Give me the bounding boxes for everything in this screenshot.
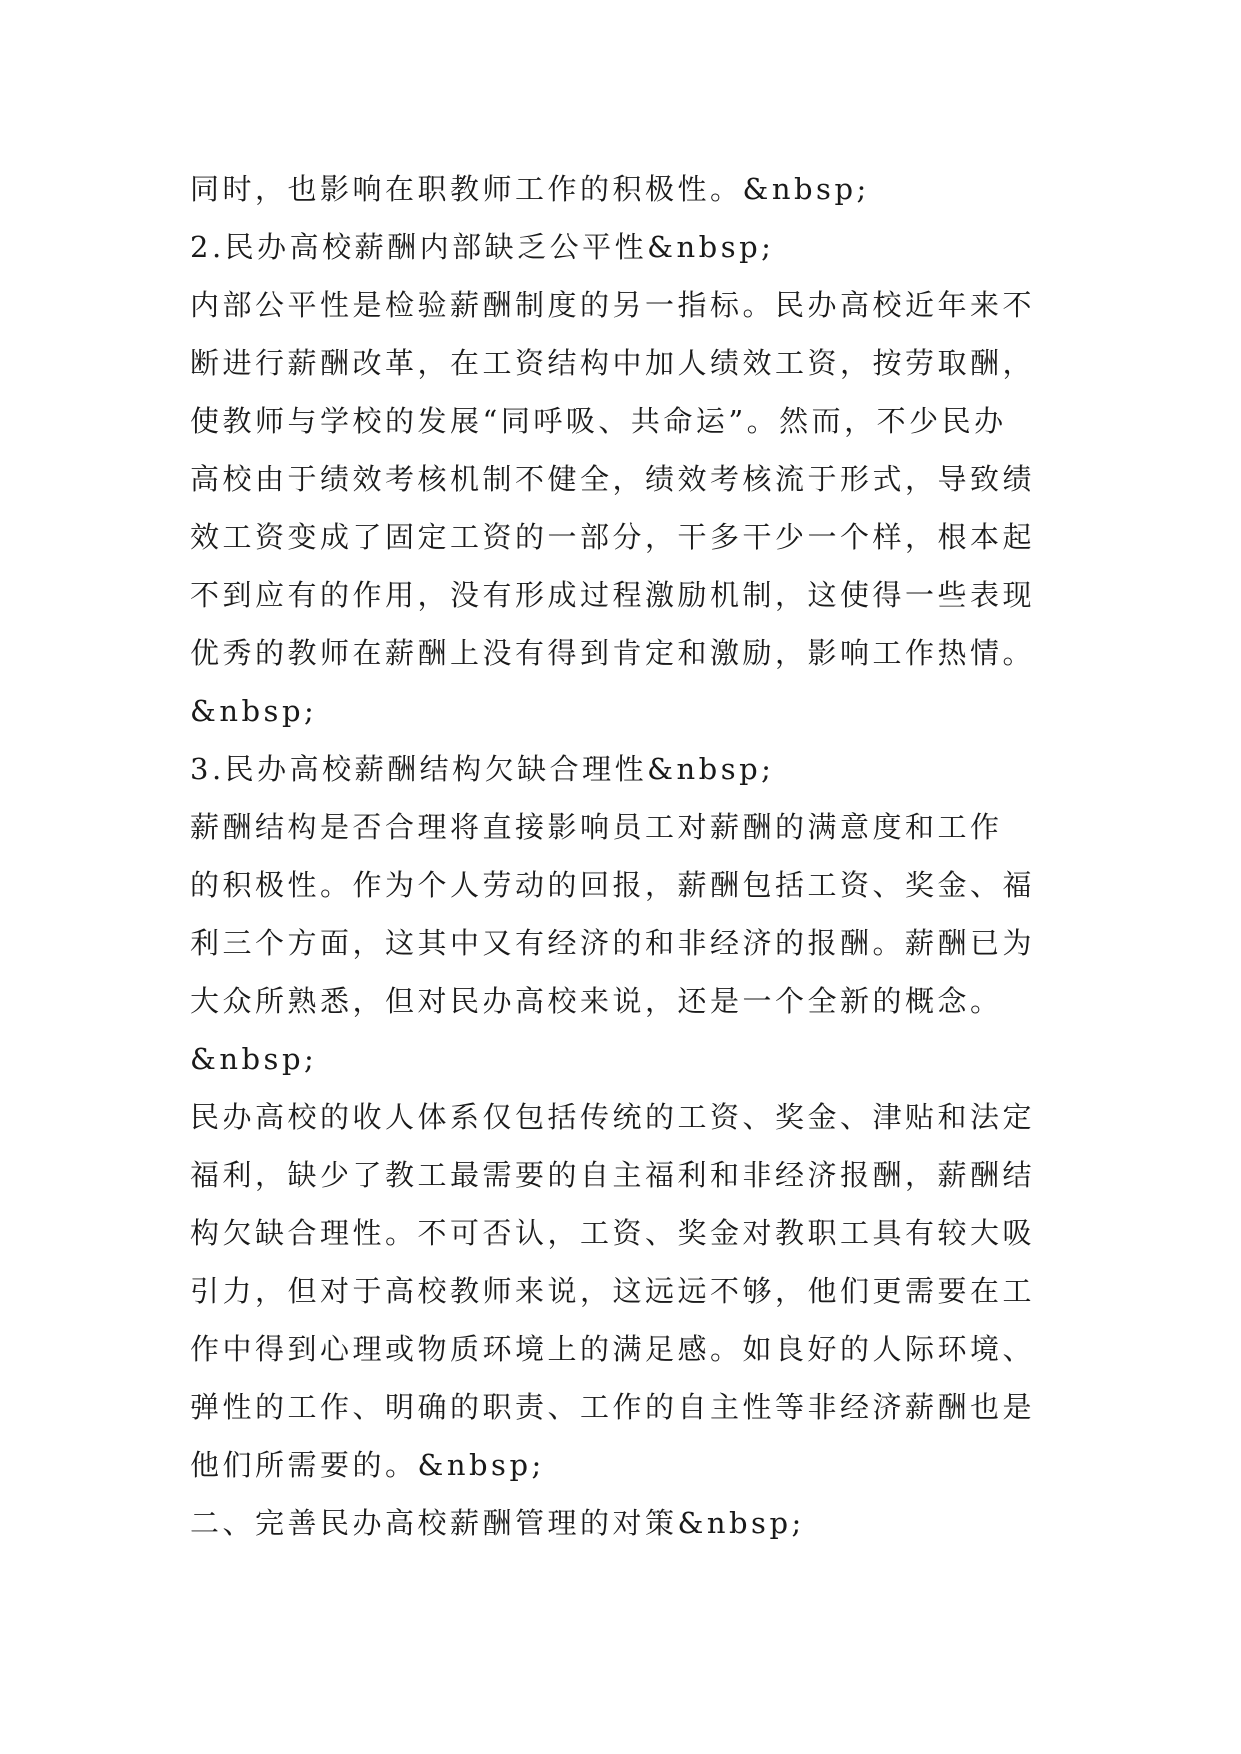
text-line: 的积极性。作为个人劳动的回报，薪酬包括工资、奖金、福	[190, 868, 1036, 902]
text-line: 作中得到心理或物质环境上的满足感。如良好的人际环境、	[190, 1332, 1036, 1366]
text-line: &nbsp;	[190, 1042, 318, 1076]
text-line: 薪酬结构是否合理将直接影响员工对薪酬的满意度和工作	[190, 810, 1003, 844]
text-line: 利三个方面，这其中又有经济的和非经济的报酬。薪酬已为	[190, 926, 1036, 960]
text-line: 民办高校的收人体系仅包括传统的工资、奖金、津贴和法定	[190, 1100, 1036, 1134]
text-line: 断进行薪酬改革，在工资结构中加人绩效工资，按劳取酬，	[190, 346, 1036, 380]
text-line: 高校由于绩效考核机制不健全，绩效考核流于形式，导致绩	[190, 462, 1036, 496]
text-line: 效工资变成了固定工资的一部分，干多干少一个样，根本起	[190, 520, 1036, 554]
text-line: 引力，但对于高校教师来说，这远远不够，他们更需要在工	[190, 1274, 1036, 1308]
section-heading: 2.民办高校薪酬内部缺乏公平性&nbsp;	[190, 230, 775, 264]
text-line: 福利，缺少了教工最需要的自主福利和非经济报酬，薪酬结	[190, 1158, 1036, 1192]
document-body	[190, 160, 1070, 1552]
text-line: 内部公平性是检验薪酬制度的另一指标。民办高校近年来不	[190, 288, 1036, 322]
text-line: 大众所熟悉，但对民办高校来说，还是一个全新的概念。	[190, 984, 1003, 1018]
text-line: 弹性的工作、明确的职责、工作的自主性等非经济薪酬也是	[190, 1390, 1036, 1424]
text-line: 他们所需要的。&nbsp;	[190, 1448, 545, 1482]
text-line: 构欠缺合理性。不可否认，工资、奖金对教职工具有较大吸	[190, 1216, 1036, 1250]
text-line: 同时，也影响在职教师工作的积极性。&nbsp;	[190, 172, 870, 206]
text-line: 不到应有的作用，没有形成过程激励机制，这使得一些表现	[190, 578, 1036, 612]
section-heading: 二、完善民办高校薪酬管理的对策&nbsp;	[190, 1506, 805, 1540]
text-line: 使教师与学校的发展“同呼吸、共命运”。然而，不少民办	[190, 404, 1007, 438]
section-heading: 3.民办高校薪酬结构欠缺合理性&nbsp;	[190, 752, 775, 786]
text-line: &nbsp;	[190, 694, 318, 728]
text-line: 优秀的教师在薪酬上没有得到肯定和激励，影响工作热情。	[190, 636, 1036, 670]
